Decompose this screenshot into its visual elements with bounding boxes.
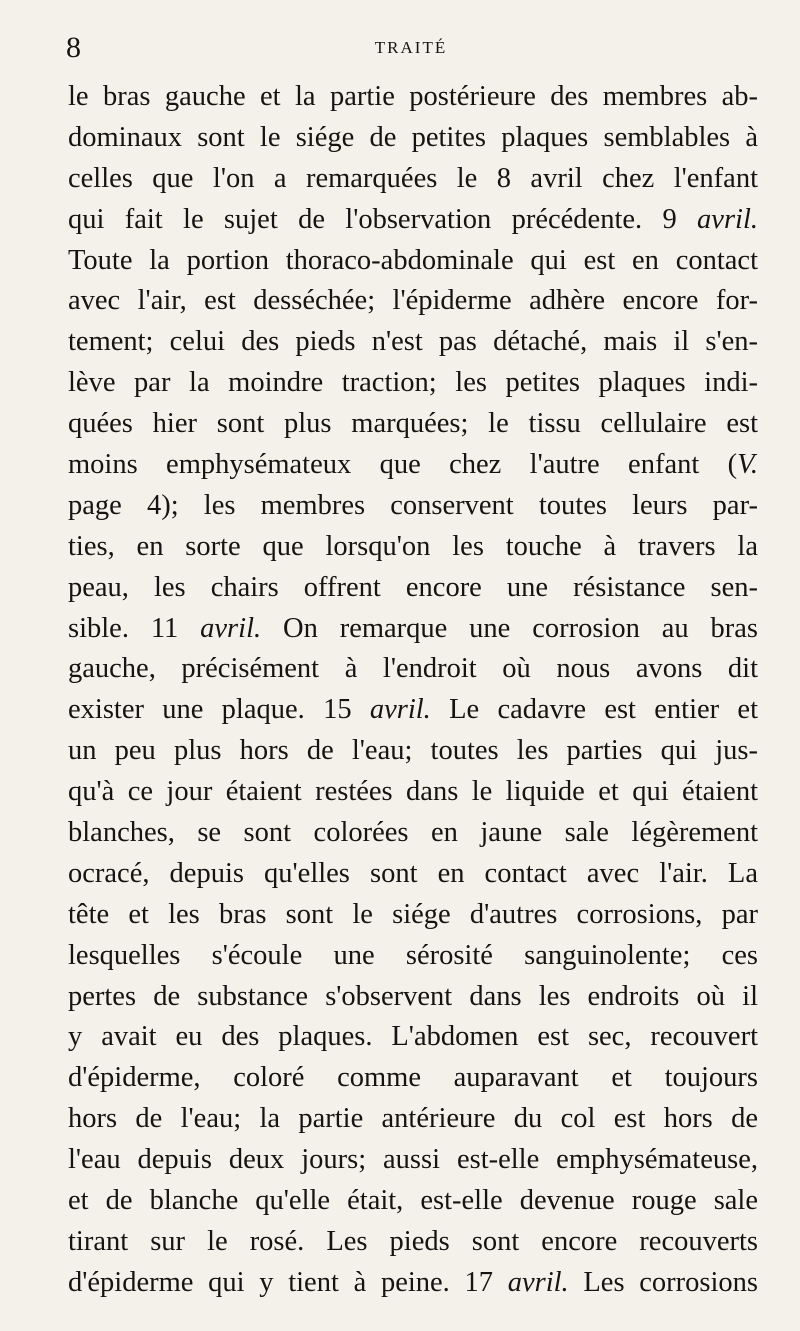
text-run: sible. 11 [68, 612, 201, 644]
text-run: ocracé, depuis qu'elles sont en contact avec l'air. La [68, 857, 758, 889]
text-line [68, 363, 758, 404]
text-run: peau, les chairs offrent encore une résistance sen- [68, 571, 758, 603]
text-line [68, 936, 758, 977]
text-line [68, 404, 758, 445]
text-run: d'épiderme qui y tient à peine. 17 [68, 1266, 508, 1298]
text-line [68, 813, 758, 854]
text-line [68, 322, 758, 363]
italic-date: avril. [507, 1266, 569, 1298]
text-run: et de blanche qu'elle était, est-elle devenue rouge sale [68, 1185, 758, 1217]
text-line [68, 1058, 758, 1099]
text-line [68, 895, 758, 936]
text-run: gauche, précisément à l'endroit où nous avons dit [68, 653, 758, 685]
text-line [68, 568, 758, 609]
text-run: pertes de substance s'observent dans les endroits où il [68, 980, 758, 1012]
text-run: ties, en sorte que lorsqu'on les touche à travers la [68, 530, 758, 562]
text-line [68, 772, 758, 813]
running-title: TRAITÉ [374, 38, 448, 57]
text-line [68, 690, 758, 731]
text-run: l'eau depuis deux jours; aussi est-elle emphysémateuse, [68, 1144, 758, 1176]
text-run: lesquelles s'écoule une sérosité sanguinolente; ces [68, 939, 758, 971]
text-line [68, 731, 758, 772]
text-run: y avait eu des plaques. L'abdomen est sec, recouvert [68, 1021, 758, 1053]
text-line [68, 1263, 758, 1304]
text-run: moins emphysémateux que chez l'autre enfant ( [68, 449, 738, 481]
text-run: dominaux sont le siége de petites plaques semblables à [68, 121, 758, 153]
text-line [68, 77, 758, 118]
text-line [68, 445, 758, 486]
text-run: Toute la portion thoraco-abdominale qui est en contact [68, 244, 758, 276]
text-run: d'épiderme, coloré comme auparavant et toujours [68, 1062, 758, 1094]
text-run: exister une plaque. 15 [68, 694, 370, 726]
text-run: un peu plus hors de l'eau; toutes les parties qui jus- [68, 735, 758, 767]
text-line [68, 649, 758, 690]
text-run: lève par la moindre traction; les petites plaques indi- [68, 367, 758, 399]
text-run: tement; celui des pieds n'est pas détaché, mais il s'en- [68, 326, 758, 358]
body-text [68, 77, 758, 1304]
text-line [68, 200, 758, 241]
text-line [68, 1181, 758, 1222]
text-line [68, 118, 758, 159]
text-line [68, 1099, 758, 1140]
text-line [68, 241, 758, 282]
text-run: On remarque une corrosion au bras [261, 612, 758, 644]
text-run: celles que l'on a remarquées le 8 avril chez l'enfant [68, 162, 758, 194]
text-line [68, 977, 758, 1018]
text-run: Les corrosions [568, 1266, 758, 1298]
text-run: qu'à ce jour étaient restées dans le liquide et qui étaient [68, 776, 758, 808]
text-line [68, 159, 758, 200]
text-run: tirant sur le rosé. Les pieds sont encore recouverts [68, 1225, 758, 1257]
text-run: hors de l'eau; la partie antérieure du col est hors de [68, 1103, 758, 1135]
text-line [68, 1140, 758, 1181]
italic-date: V. [737, 449, 758, 481]
italic-date: avril. [200, 612, 262, 644]
italic-date: avril. [697, 203, 758, 235]
text-run: qui fait le sujet de l'observation précédente. 9 [68, 203, 698, 235]
text-line [68, 1222, 758, 1263]
text-line [68, 527, 758, 568]
text-run: Le cadavre est entier et [430, 694, 758, 726]
text-run: quées hier sont plus marquées; le tissu cellulaire est [68, 408, 758, 440]
text-run: page 4); les membres conservent toutes leurs par- [68, 489, 758, 521]
text-line [68, 854, 758, 895]
text-line [68, 609, 758, 650]
text-run: blanches, se sont colorées en jaune sale légèrement [68, 817, 758, 849]
text-run: le bras gauche et la partie postérieure des membres ab- [68, 81, 758, 112]
text-run: tête et les bras sont le siége d'autres corrosions, par [68, 898, 758, 930]
text-line [68, 1017, 758, 1058]
text-run: avec l'air, est desséchée; l'épiderme adhère encore for- [68, 285, 758, 317]
page-number: 8 [66, 31, 81, 64]
page-header [66, 30, 756, 66]
text-line [68, 486, 758, 527]
italic-date: avril. [369, 694, 431, 726]
text-line [68, 281, 758, 322]
